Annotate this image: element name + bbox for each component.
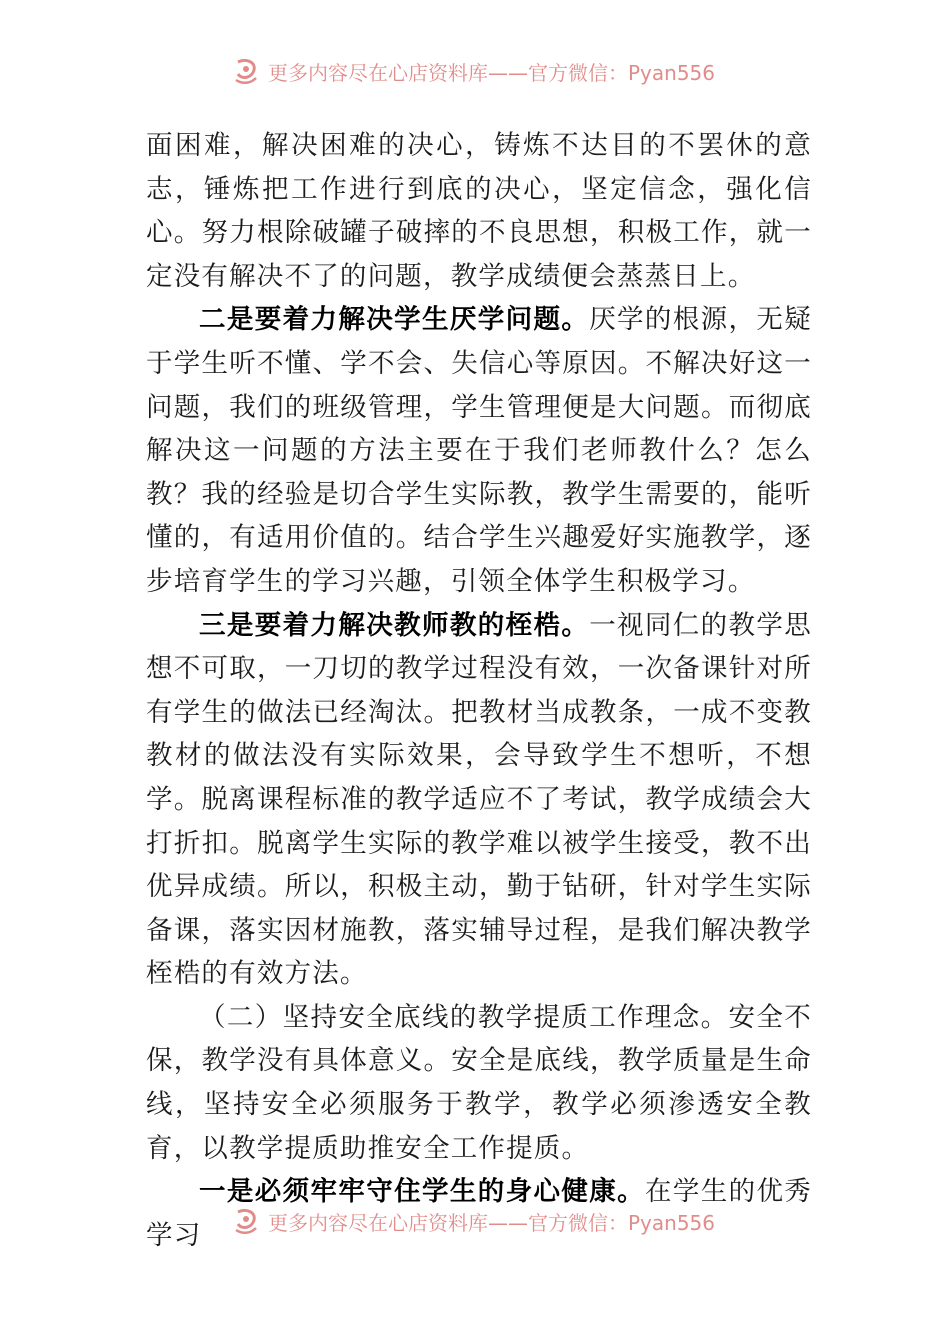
paragraph-lead: 三是要着力解决教师教的桎梏。 bbox=[199, 609, 590, 641]
paragraph-lead: 二是要着力解决学生厌学问题。 bbox=[199, 304, 590, 336]
watermark-text: 更多内容尽在心店资料库——官方微信：Pyan556 bbox=[268, 60, 716, 85]
paragraph-point-two bbox=[146, 298, 812, 603]
paragraph-text: 一视同仁的教学思想不可取，一刀切的教学过程没有效，一次备课针对所有学生的做法已经淘汰。把教材当成教条，一成不变教教材的做法没有实际效果，会导致学生不想听，不想学。脱离课程标准的教学适应不了考试，教学成绩会大打折扣。脱离学生实际的教学难以被学生接受，教不出优异成绩。所以，积极主动，勤于钻研，针对学生实际备课，落实因材施教，落实辅导过程，是我们解决教学桎梏的有效方法。 bbox=[146, 609, 812, 990]
paragraph-text: 在学生的优秀学习 bbox=[146, 1176, 813, 1251]
paragraph-section-two bbox=[146, 996, 812, 1170]
watermark-text: 更多内容尽在心店资料库——官方微信：Pyan556 bbox=[268, 1210, 716, 1235]
stylized-logo-icon bbox=[232, 1206, 262, 1236]
paragraph-text: （二）坚持安全底线的教学提质工作理念。安全不保，教学没有具体意义。安全是底线，教学质量是生命线，坚持安全必须服务于教学，教学必须渗透安全教育，以教学提质助推安全工作提质。 bbox=[146, 1001, 812, 1164]
document-body bbox=[146, 124, 812, 1257]
footer-watermark bbox=[232, 1206, 732, 1236]
paragraph-text: 厌学的根源，无疑于学生听不懂、学不会、失信心等原因。不解决好这一问题，我们的班级管理，学生管理便是大问题。而彻底解决这一问题的方法主要在于我们老师教什么？怎么教？我的经验是切合学生实际教，教学生需要的，能听懂的，有适用价值的。结合学生兴趣爱好实施教学，逐步培育学生的学习兴趣，引领全体学生积极学习。 bbox=[146, 304, 812, 597]
header-watermark bbox=[232, 56, 732, 86]
paragraph-point-three bbox=[146, 604, 812, 996]
paragraph-lead: 一是必须牢牢守住学生的身心健康。 bbox=[199, 1176, 645, 1208]
paragraph-continuation bbox=[146, 124, 812, 298]
stylized-logo-icon bbox=[232, 56, 262, 86]
paragraph-text: 面困难，解决困难的决心，铸炼不达目的不罢休的意志，锤炼把工作进行到底的决心，坚定信念，强化信心。努力根除破罐子破摔的不良思想，积极工作，就一定没有解决不了的问题，教学成绩便会蒸蒸日上。 bbox=[146, 130, 812, 292]
